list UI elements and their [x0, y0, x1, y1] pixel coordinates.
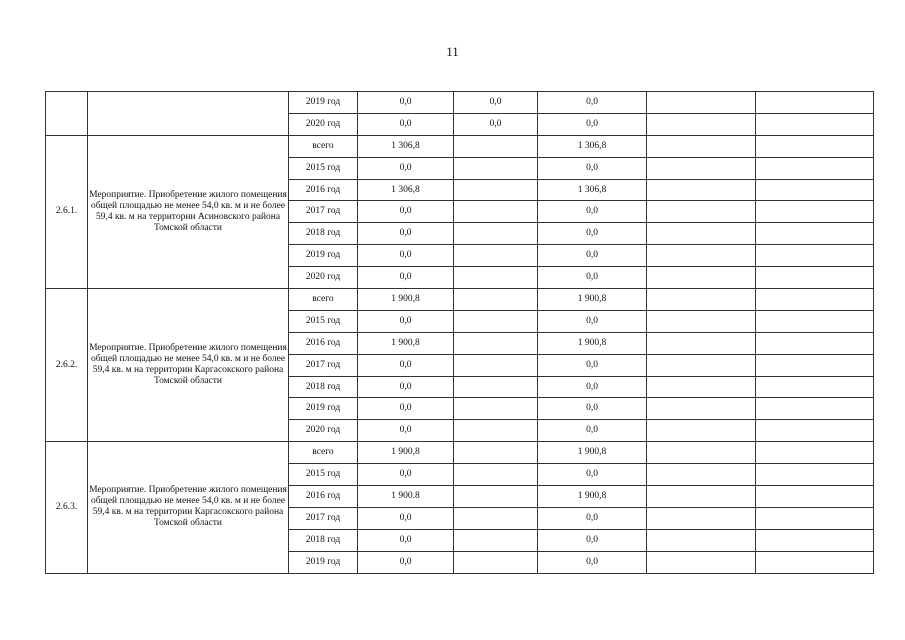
- value-cell-3: 1 306,8: [538, 179, 647, 201]
- total-cell: 1 900,8: [358, 442, 454, 464]
- empty-cell: [647, 179, 756, 201]
- year-cell: 2018 год: [289, 223, 358, 245]
- total-cell: 0,0: [358, 113, 454, 135]
- total-cell: 0,0: [358, 551, 454, 573]
- table-row: [46, 92, 874, 114]
- year-cell: всего: [289, 442, 358, 464]
- value-cell-3: 0,0: [538, 464, 647, 486]
- value-cell-3: 1 900,8: [538, 442, 647, 464]
- value-cell-3: 1 900,8: [538, 332, 647, 354]
- value-cell-3: 0,0: [538, 267, 647, 289]
- empty-cell: [647, 92, 756, 114]
- empty-cell: [756, 376, 874, 398]
- value-cell-2: [454, 332, 538, 354]
- value-cell-3: 0,0: [538, 92, 647, 114]
- total-cell: 0,0: [358, 201, 454, 223]
- empty-cell: [647, 135, 756, 157]
- value-cell-2: [454, 507, 538, 529]
- item-description-cell: Мероприятие. Приобретение жилого помещения общей площадью не менее 54,0 кв. м и не более 59,4 кв. м на территории Каргасокского района Томской области: [88, 442, 289, 573]
- empty-cell: [647, 398, 756, 420]
- total-cell: 0,0: [358, 245, 454, 267]
- empty-cell: [756, 92, 874, 114]
- year-cell: 2019 год: [289, 92, 358, 114]
- total-cell: 0,0: [358, 267, 454, 289]
- total-cell: 0,0: [358, 223, 454, 245]
- value-cell-3: 0,0: [538, 529, 647, 551]
- empty-cell: [756, 245, 874, 267]
- value-cell-2: [454, 201, 538, 223]
- empty-cell: [647, 529, 756, 551]
- value-cell-2: [454, 289, 538, 311]
- empty-cell: [756, 354, 874, 376]
- empty-cell: [756, 529, 874, 551]
- empty-cell: [756, 223, 874, 245]
- value-cell-3: 0,0: [538, 354, 647, 376]
- empty-cell: [756, 157, 874, 179]
- year-cell: 2019 год: [289, 245, 358, 267]
- total-cell: 0,0: [358, 376, 454, 398]
- empty-cell: [756, 201, 874, 223]
- value-cell-3: 0,0: [538, 201, 647, 223]
- empty-cell: [756, 486, 874, 508]
- empty-cell: [647, 420, 756, 442]
- item-description-cell: Мероприятие. Приобретение жилого помещения общей площадью не менее 54,0 кв. м и не более 59,4 кв. м на территории Асиновского района Томской области: [88, 135, 289, 288]
- year-cell: 2016 год: [289, 332, 358, 354]
- empty-cell: [647, 551, 756, 573]
- total-cell: 1 306,8: [358, 135, 454, 157]
- budget-table: [45, 91, 874, 574]
- year-cell: 2015 год: [289, 310, 358, 332]
- table-body: [46, 92, 874, 574]
- total-cell: 0,0: [358, 507, 454, 529]
- item-number-cell: 2.6.3.: [46, 442, 88, 573]
- value-cell-3: 1 306,8: [538, 135, 647, 157]
- year-cell: 2020 год: [289, 420, 358, 442]
- year-cell: 2015 год: [289, 157, 358, 179]
- total-cell: 1 900,8: [358, 289, 454, 311]
- total-cell: 0,0: [358, 398, 454, 420]
- value-cell-2: [454, 442, 538, 464]
- value-cell-3: 0,0: [538, 310, 647, 332]
- value-cell-2: [454, 420, 538, 442]
- item-number-cell: [46, 92, 88, 136]
- empty-cell: [647, 376, 756, 398]
- value-cell-3: 0,0: [538, 113, 647, 135]
- year-cell: 2015 год: [289, 464, 358, 486]
- total-cell: 0,0: [358, 464, 454, 486]
- value-cell-2: [454, 179, 538, 201]
- empty-cell: [647, 464, 756, 486]
- page-number: 11: [446, 44, 459, 59]
- total-cell: 0,0: [358, 420, 454, 442]
- value-cell-2: [454, 310, 538, 332]
- empty-cell: [647, 332, 756, 354]
- total-cell: 0,0: [358, 157, 454, 179]
- value-cell-2: [454, 354, 538, 376]
- empty-cell: [756, 113, 874, 135]
- year-cell: 2017 год: [289, 507, 358, 529]
- year-cell: 2020 год: [289, 113, 358, 135]
- value-cell-3: 0,0: [538, 551, 647, 573]
- year-cell: 2016 год: [289, 486, 358, 508]
- table-row: [46, 442, 874, 464]
- value-cell-2: [454, 551, 538, 573]
- value-cell-2: [454, 464, 538, 486]
- value-cell-2: 0,0: [454, 113, 538, 135]
- total-cell: 0,0: [358, 310, 454, 332]
- total-cell: 0,0: [358, 92, 454, 114]
- empty-cell: [647, 267, 756, 289]
- item-description-cell: Мероприятие. Приобретение жилого помещения общей площадью не менее 54,0 кв. м и не более 59,4 кв. м на территории Каргасокского района Томской области: [88, 289, 289, 442]
- empty-cell: [756, 332, 874, 354]
- empty-cell: [647, 113, 756, 135]
- empty-cell: [647, 354, 756, 376]
- empty-cell: [647, 223, 756, 245]
- value-cell-3: 0,0: [538, 157, 647, 179]
- empty-cell: [756, 267, 874, 289]
- empty-cell: [756, 135, 874, 157]
- empty-cell: [647, 310, 756, 332]
- year-cell: 2017 год: [289, 354, 358, 376]
- value-cell-2: [454, 376, 538, 398]
- value-cell-2: [454, 267, 538, 289]
- value-cell-3: 0,0: [538, 420, 647, 442]
- value-cell-3: 1 900,8: [538, 289, 647, 311]
- total-cell: 1 900.8: [358, 486, 454, 508]
- value-cell-3: 1 900,8: [538, 486, 647, 508]
- value-cell-2: [454, 245, 538, 267]
- empty-cell: [647, 486, 756, 508]
- empty-cell: [647, 442, 756, 464]
- empty-cell: [756, 398, 874, 420]
- value-cell-2: 0,0: [454, 92, 538, 114]
- year-cell: 2016 год: [289, 179, 358, 201]
- value-cell-3: 0,0: [538, 507, 647, 529]
- year-cell: 2018 год: [289, 376, 358, 398]
- empty-cell: [647, 507, 756, 529]
- empty-cell: [647, 245, 756, 267]
- value-cell-3: 0,0: [538, 376, 647, 398]
- total-cell: 1 306,8: [358, 179, 454, 201]
- value-cell-3: 0,0: [538, 223, 647, 245]
- empty-cell: [647, 201, 756, 223]
- empty-cell: [756, 179, 874, 201]
- year-cell: всего: [289, 135, 358, 157]
- item-description-cell: [88, 92, 289, 136]
- empty-cell: [756, 289, 874, 311]
- table-row: [46, 289, 874, 311]
- empty-cell: [647, 157, 756, 179]
- value-cell-2: [454, 529, 538, 551]
- value-cell-3: 0,0: [538, 398, 647, 420]
- year-cell: 2018 год: [289, 529, 358, 551]
- empty-cell: [756, 464, 874, 486]
- year-cell: всего: [289, 289, 358, 311]
- empty-cell: [756, 442, 874, 464]
- value-cell-2: [454, 135, 538, 157]
- empty-cell: [756, 551, 874, 573]
- total-cell: 0,0: [358, 529, 454, 551]
- empty-cell: [756, 310, 874, 332]
- empty-cell: [756, 507, 874, 529]
- total-cell: 1 900,8: [358, 332, 454, 354]
- empty-cell: [756, 420, 874, 442]
- value-cell-3: 0,0: [538, 245, 647, 267]
- table-row: [46, 135, 874, 157]
- total-cell: 0,0: [358, 354, 454, 376]
- value-cell-2: [454, 157, 538, 179]
- item-number-cell: 2.6.1.: [46, 135, 88, 288]
- value-cell-2: [454, 223, 538, 245]
- year-cell: 2020 год: [289, 267, 358, 289]
- year-cell: 2019 год: [289, 551, 358, 573]
- empty-cell: [647, 289, 756, 311]
- item-number-cell: 2.6.2.: [46, 289, 88, 442]
- value-cell-2: [454, 398, 538, 420]
- value-cell-2: [454, 486, 538, 508]
- year-cell: 2017 год: [289, 201, 358, 223]
- year-cell: 2019 год: [289, 398, 358, 420]
